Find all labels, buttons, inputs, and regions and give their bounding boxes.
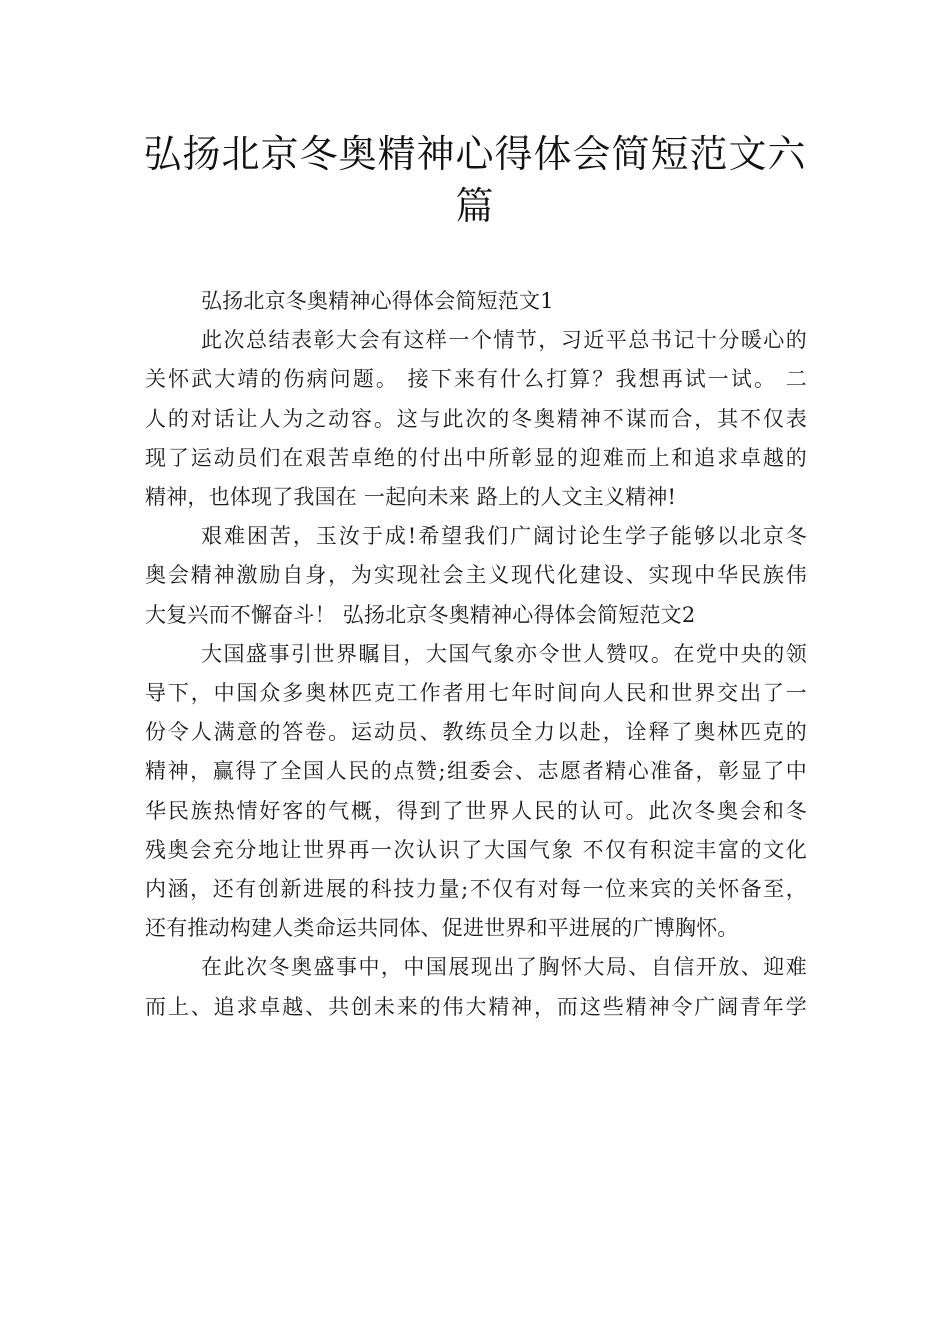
text-line: 精神，赢得了全国人民的点赞;组委会、志愿者精心准备，彰显了中 — [145, 759, 807, 784]
text-line: 此次总结表彰大会有这样一个情节，习近平总书记十分暖心的 — [201, 328, 807, 353]
text-line: 大复兴而不懈奋斗！ 弘扬北京冬奥精神心得体会简短范文2 — [145, 602, 696, 627]
text-line: 残奥会充分地让世界再一次认识了大国气象 不仅有积淀丰富的文化 — [145, 837, 807, 862]
document-body — [145, 282, 807, 1027]
text-line: 而上、追求卓越、共创未来的伟大精神，而这些精神令广阔青年学 — [145, 994, 807, 1019]
text-line: 关怀武大靖的伤病问题。 接下来有什么打算？我想再试一试。 二 — [145, 367, 807, 392]
text-line: 华民族热情好客的气概，得到了世界人民的认可。此次冬奥会和冬 — [145, 798, 807, 823]
text-line: 内涵，还有创新进展的科技力量;不仅有对每一位来宾的关怀备至， — [145, 877, 807, 902]
text-line: 大国盛事引世界瞩目，大国气象亦令世人赞叹。在党中央的领 — [201, 641, 807, 666]
title-line-1: 弘扬北京冬奥精神心得体会简短范文六 — [143, 132, 807, 176]
text-line: 人的对话让人为之动容。这与此次的冬奥精神不谋而合，其不仅表 — [145, 406, 807, 431]
document-title — [120, 128, 830, 232]
text-line: 奥会精神激励自身，为实现社会主义现代化建设、实现中华民族伟 — [145, 563, 807, 588]
text-line: 导下，中国众多奥林匹克工作者用七年时间向人民和世界交出了一 — [145, 681, 807, 706]
text-line: 现了运动员们在艰苦卓绝的付出中所彰显的迎难而上和追求卓越的 — [145, 445, 807, 470]
text-line: 份令人满意的答卷。运动员、教练员全力以赴，诠释了奥林匹克的 — [145, 720, 807, 745]
text-line: 艰难困苦，玉汝于成!希望我们广阔讨论生学子能够以北京冬 — [201, 524, 807, 549]
text-line: 弘扬北京冬奥精神心得体会简短范文1 — [201, 289, 554, 313]
title-line-2: 篇 — [455, 184, 495, 228]
text-line: 在此次冬奥盛事中，中国展现出了胸怀大局、自信开放、迎难 — [201, 955, 807, 980]
text-line: 还有推动构建人类命运共同体、促进世界和平进展的广博胸怀。 — [145, 916, 739, 941]
text-line: 精神，也体现了我国在 一起向未来 路上的人文主义精神! — [145, 485, 677, 510]
